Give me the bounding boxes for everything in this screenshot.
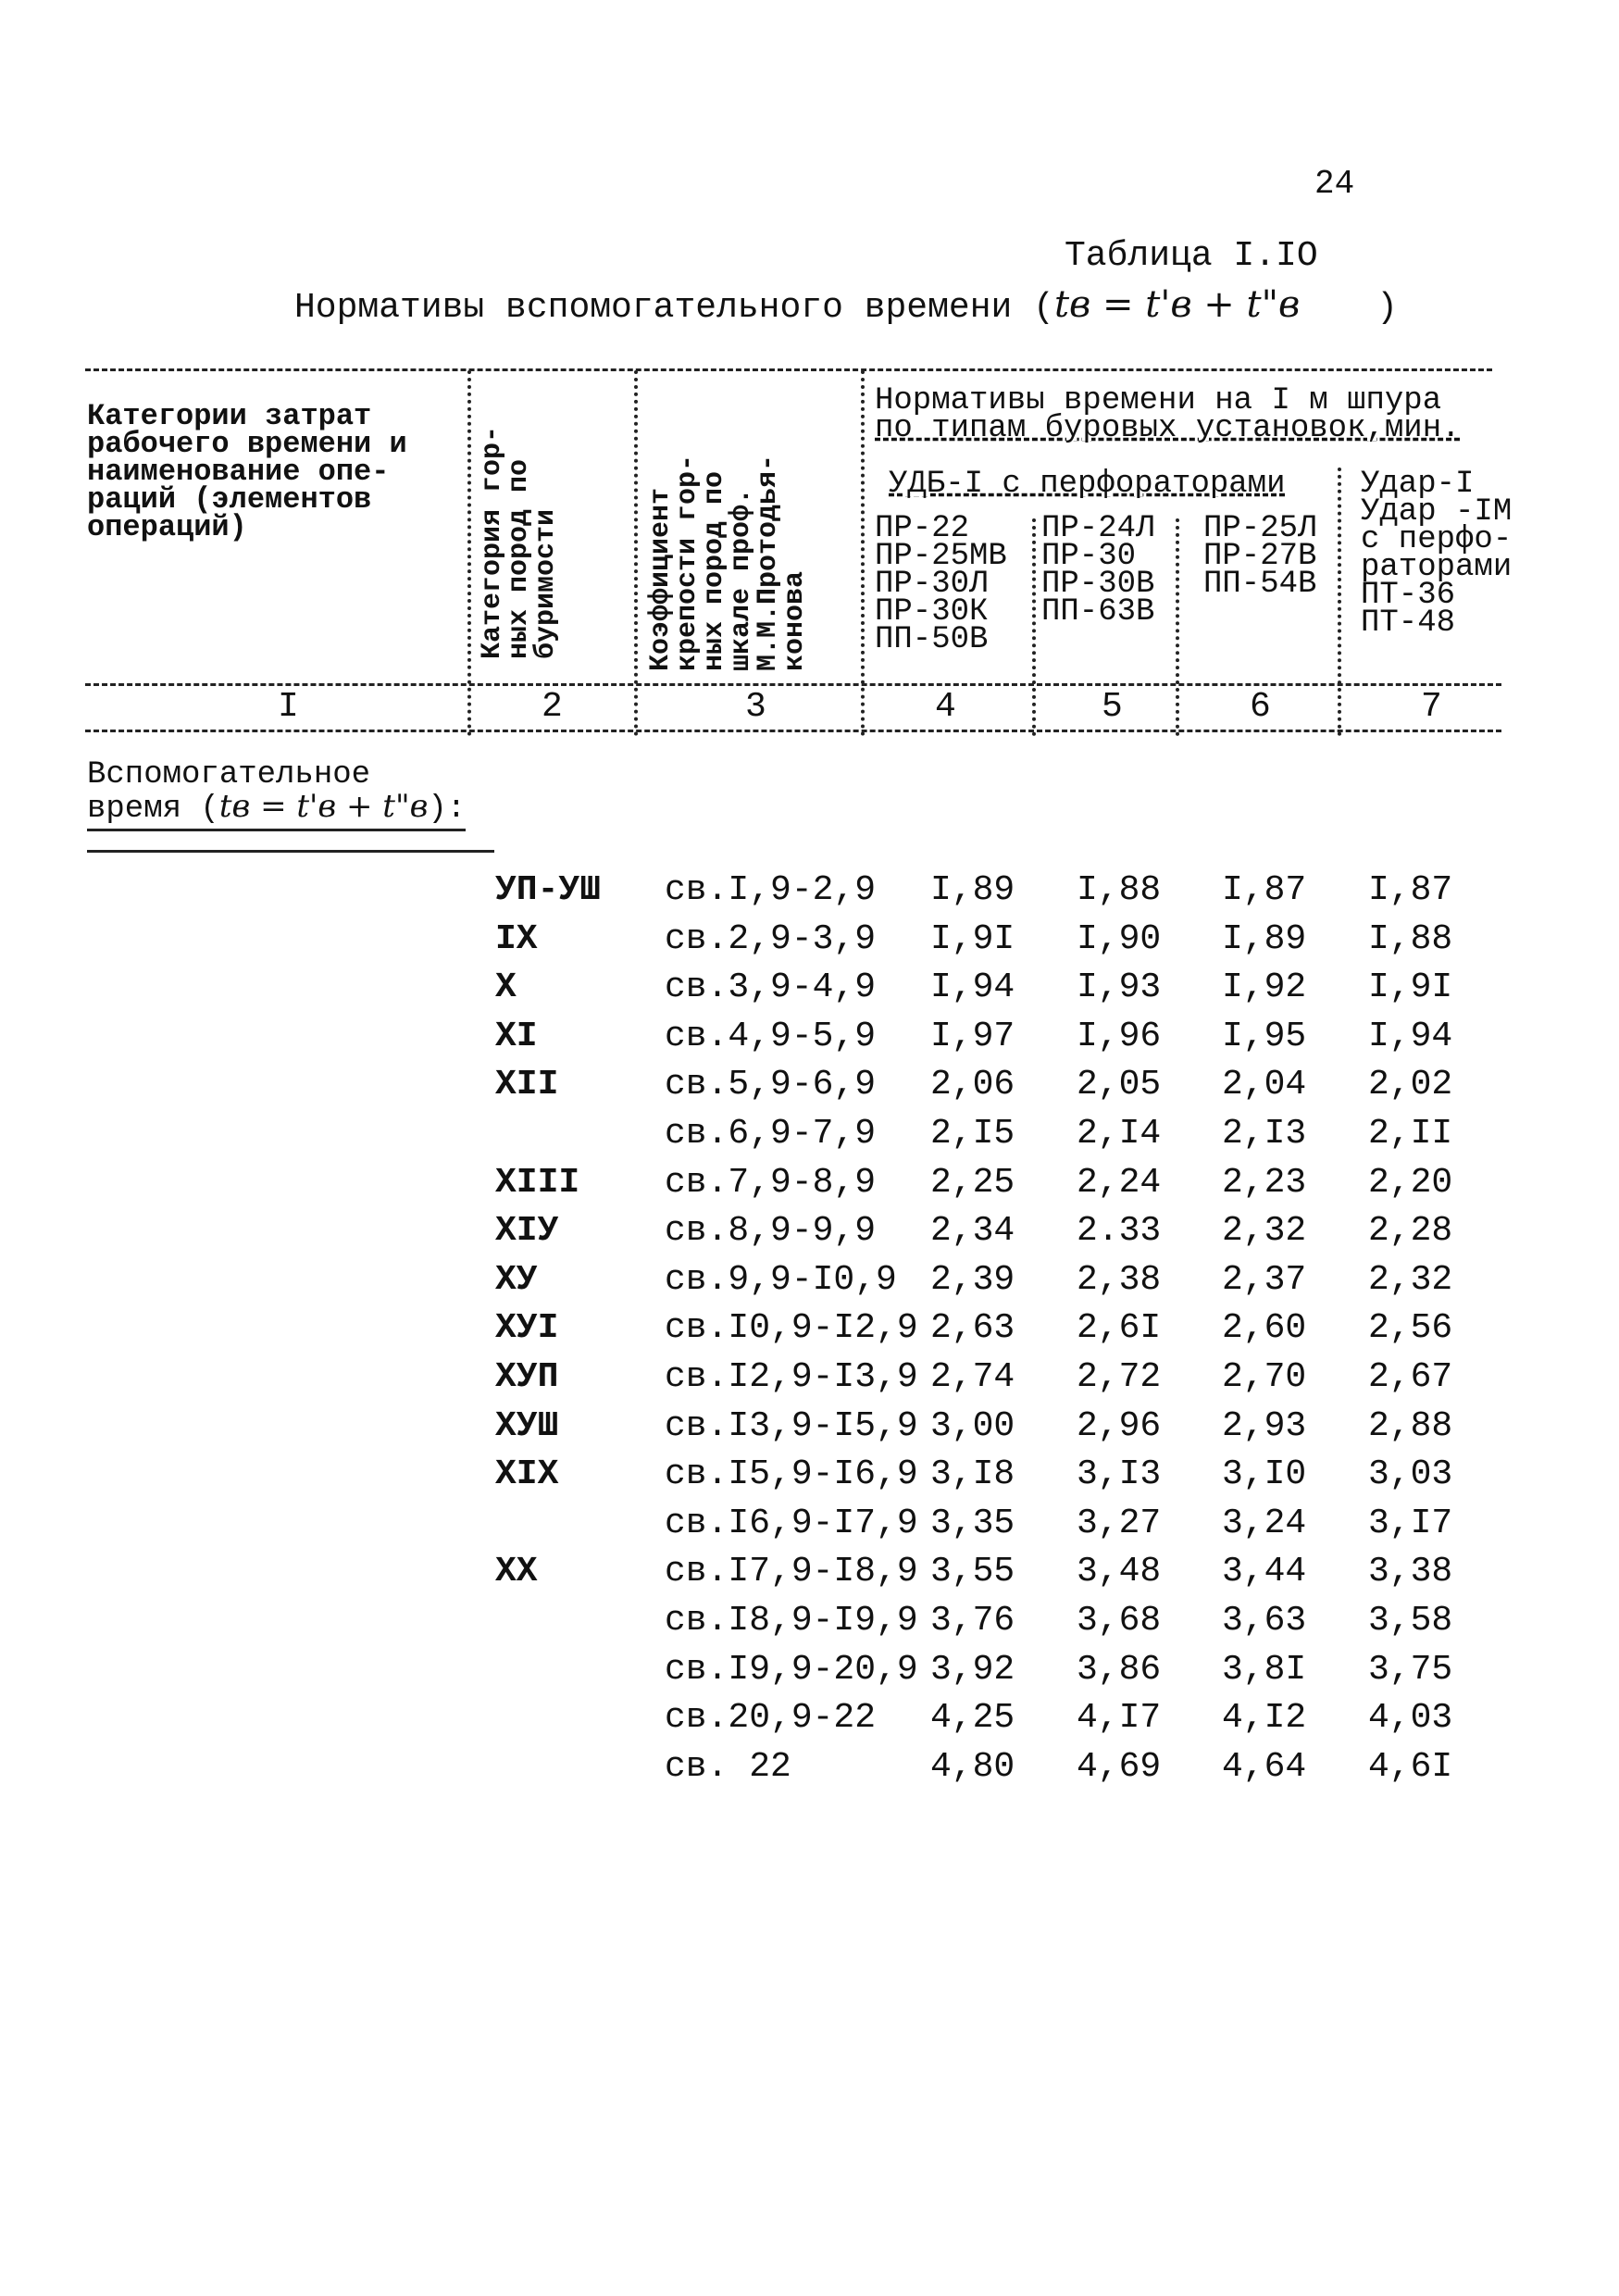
- table-cell-c7: 3,75: [1368, 1649, 1453, 1690]
- table-cell-c7: 3,58: [1368, 1601, 1453, 1641]
- table-title-text: Нормативы вспомогательного времени (: [294, 288, 1054, 328]
- col3-line: шкале проф.: [726, 487, 757, 671]
- col4-line: ПР-25МВ: [875, 539, 1007, 574]
- table-cell-coef: св.I5,9-I6,9: [665, 1454, 918, 1495]
- table-cell-c5: 3,I3: [1077, 1454, 1162, 1495]
- table-cell-c6: I,92: [1222, 967, 1307, 1008]
- col7-line: раторами: [1361, 550, 1513, 585]
- table-cell-cat: X: [495, 967, 517, 1008]
- table-cell-c5: 4,69: [1077, 1746, 1162, 1787]
- table-cell-cat: XI: [495, 1016, 538, 1056]
- col-number-2: 2: [542, 687, 563, 727]
- col1-line: рабочего времени и: [87, 427, 407, 461]
- col4-line: ПР-30К: [875, 594, 989, 630]
- col6-line: ПР-25Л: [1203, 511, 1317, 546]
- table-cell-c4: 2,34: [930, 1211, 1015, 1252]
- table-cell-coef: св.8,9-9,9: [665, 1211, 877, 1252]
- table-cell-cat: XIX: [495, 1454, 559, 1495]
- table-cell-c6: 3,24: [1222, 1503, 1307, 1543]
- table-cell-coef: св.I9,9-20,9: [665, 1649, 918, 1690]
- table-cell-c4: I,89: [930, 870, 1015, 910]
- table-title: [294, 283, 1398, 328]
- table-cell-c6: 2,93: [1222, 1405, 1307, 1446]
- table-cell-c4: 3,I8: [930, 1454, 1015, 1495]
- table-cell-c5: 3,27: [1077, 1503, 1162, 1543]
- table-cell-c6: I,89: [1222, 918, 1307, 959]
- table-cell-cat: XIII: [495, 1162, 580, 1203]
- table-cell-coef: св.3,9-4,9: [665, 967, 877, 1008]
- table-cell-c4: 2,39: [930, 1259, 1015, 1300]
- table-cell-c6: 2,I3: [1222, 1114, 1307, 1154]
- table-cell-c7: 2,56: [1368, 1308, 1453, 1349]
- table-cell-coef: св.20,9-22: [665, 1698, 877, 1739]
- table-cell-coef: св.9,9-I0,9: [665, 1259, 897, 1300]
- col-number-7: 7: [1421, 687, 1442, 727]
- table-cell-c6: I,95: [1222, 1016, 1307, 1056]
- col-number-4: 4: [935, 687, 956, 727]
- table-label: Таблица I.IO: [1065, 236, 1318, 276]
- table-cell-c7: I,9I: [1368, 967, 1453, 1008]
- table-cell-coef: св.I3,9-I5,9: [665, 1405, 918, 1446]
- table-cell-c5: I,93: [1077, 967, 1162, 1008]
- col3-line: конова: [779, 570, 811, 671]
- table-cell-cat: IX: [495, 918, 538, 959]
- table-cell-coef: св.I,9-2,9: [665, 870, 877, 910]
- col2-line: Категория гор-: [477, 425, 508, 659]
- section-label-line2: [87, 788, 467, 831]
- col2-line: ных пород по: [504, 458, 535, 659]
- udb-group-header: УДБ-I с перфораторами: [889, 467, 1286, 502]
- table-cell-c7: 4,6I: [1368, 1746, 1453, 1787]
- table-cell-c4: 3,00: [930, 1405, 1015, 1446]
- table-cell-cat: XII: [495, 1065, 559, 1105]
- table-cell-coef: св.I0,9-I2,9: [665, 1308, 918, 1349]
- table-cell-c7: 2,02: [1368, 1065, 1453, 1105]
- col1-line: раций (элементов: [87, 482, 372, 517]
- table-cell-coef: св.5,9-6,9: [665, 1065, 877, 1105]
- table-cell-c5: 3,68: [1077, 1601, 1162, 1641]
- col6-line: ПП-54В: [1203, 567, 1317, 602]
- col6-header: [1203, 511, 1317, 602]
- col6-line: ПР-27В: [1203, 539, 1317, 574]
- table-cell-coef: св.I8,9-I9,9: [665, 1601, 918, 1641]
- header-top-rule: [85, 368, 1492, 371]
- table-cell-c5: I,96: [1077, 1016, 1162, 1056]
- table-cell-c4: 4,80: [930, 1746, 1015, 1787]
- table-cell-coef: св. 22: [665, 1746, 791, 1787]
- col7-line: ПТ-36: [1361, 578, 1456, 613]
- col7-line: Удар -IM: [1361, 494, 1513, 530]
- table-cell-c5: 2,24: [1077, 1162, 1162, 1203]
- table-cell-c4: 3,92: [930, 1649, 1015, 1690]
- col-number-3: 3: [745, 687, 766, 727]
- col5-line: ПР-30: [1041, 539, 1137, 574]
- table-cell-c7: 2,28: [1368, 1211, 1453, 1252]
- table-cell-c5: I,90: [1077, 918, 1162, 959]
- table-cell-c5: 2,6I: [1077, 1308, 1162, 1349]
- table-cell-c5: 2,96: [1077, 1405, 1162, 1446]
- col1-header: [87, 399, 407, 544]
- section-label: [87, 759, 466, 831]
- section-label-line: Вспомогательное: [87, 757, 371, 792]
- table-cell-cat: XIУ: [495, 1211, 559, 1252]
- table-cell-c4: 2,I5: [930, 1114, 1015, 1154]
- col4-header: [875, 511, 1007, 657]
- col7-line: ПТ-48: [1361, 605, 1456, 641]
- table-cell-c6: 2,37: [1222, 1259, 1307, 1300]
- col4-line: ПР-30Л: [875, 567, 989, 602]
- table-cell-c4: 3,35: [930, 1503, 1015, 1543]
- table-cell-c5: 2,72: [1077, 1357, 1162, 1397]
- section-formula: tв = t'в + t"в: [218, 788, 429, 825]
- table-cell-coef: св.I7,9-I8,9: [665, 1552, 918, 1592]
- table-cell-c7: 2,32: [1368, 1259, 1453, 1300]
- table-cell-c7: I,88: [1368, 918, 1453, 959]
- col-sep-2: [634, 370, 638, 736]
- table-cell-c4: 3,76: [930, 1601, 1015, 1641]
- table-cell-c5: 2,I4: [1077, 1114, 1162, 1154]
- col1-line: наименование опе-: [87, 455, 390, 489]
- table-cell-c6: 3,44: [1222, 1552, 1307, 1592]
- table-cell-c6: 2,04: [1222, 1065, 1307, 1105]
- table-cell-coef: св.7,9-8,9: [665, 1162, 877, 1203]
- table-cell-c4: I,97: [930, 1016, 1015, 1056]
- col4-line: ПР-22: [875, 511, 970, 546]
- table-cell-c6: 3,8I: [1222, 1649, 1307, 1690]
- table-cell-cat: ХУП: [495, 1357, 559, 1397]
- table-cell-coef: св.6,9-7,9: [665, 1114, 877, 1154]
- table-cell-c6: I,87: [1222, 870, 1307, 910]
- table-cell-coef: св.2,9-3,9: [665, 918, 877, 959]
- col-number-6: 6: [1250, 687, 1271, 727]
- norms-title-line: Нормативы времени на I м шпура: [875, 383, 1442, 418]
- table-cell-c5: 4,I7: [1077, 1698, 1162, 1739]
- table-cell-c7: 3,38: [1368, 1552, 1453, 1592]
- col1-line: Категории затрат: [87, 399, 372, 433]
- table-cell-c4: 3,55: [930, 1552, 1015, 1592]
- table-cell-c5: 3,48: [1077, 1552, 1162, 1592]
- section-label-text: время (: [87, 792, 219, 827]
- title-formula-t: t: [1053, 283, 1070, 326]
- table-cell-c7: 2,20: [1368, 1162, 1453, 1203]
- col4-line: ПП-50В: [875, 622, 989, 657]
- table-cell-cat: УП-УШ: [495, 870, 602, 910]
- norms-title-line: по типам буровых установок,мин.: [875, 411, 1461, 446]
- table-cell-cat: XX: [495, 1552, 538, 1592]
- table-cell-c5: 3,86: [1077, 1649, 1162, 1690]
- col3-header: [645, 454, 811, 671]
- table-cell-c7: I,94: [1368, 1016, 1453, 1056]
- colnum-bottom-rule: [85, 730, 1501, 732]
- section-close: ):: [428, 792, 467, 827]
- table-cell-c7: 2,88: [1368, 1405, 1453, 1446]
- table-cell-c5: 2,38: [1077, 1259, 1162, 1300]
- table-cell-c6: 3,63: [1222, 1601, 1307, 1641]
- table-cell-c7: 2,67: [1368, 1357, 1453, 1397]
- table-cell-c7: 2,II: [1368, 1114, 1453, 1154]
- table-cell-c6: 2,32: [1222, 1211, 1307, 1252]
- table-cell-c5: 2.33: [1077, 1211, 1162, 1252]
- title-close-paren: ): [1376, 288, 1398, 328]
- table-cell-coef: св.I2,9-I3,9: [665, 1357, 918, 1397]
- col5-line: ПП-63В: [1041, 594, 1155, 630]
- table-cell-cat: ХУ: [495, 1259, 538, 1300]
- col-sep-1: [467, 370, 471, 736]
- table-cell-c4: 2,74: [930, 1357, 1015, 1397]
- col5-line: ПР-24Л: [1041, 511, 1155, 546]
- table-cell-c4: 4,25: [930, 1698, 1015, 1739]
- col2-header: [479, 426, 560, 659]
- col3-line: крепости гор-: [672, 454, 704, 671]
- norms-title: [875, 383, 1461, 446]
- table-cell-c7: 3,03: [1368, 1454, 1453, 1495]
- col1-line: операций): [87, 510, 247, 544]
- table-cell-c6: 2,23: [1222, 1162, 1307, 1203]
- table-cell-cat: ХУШ: [495, 1405, 559, 1446]
- col-sep-4: [1032, 518, 1036, 736]
- table-cell-c5: I,88: [1077, 870, 1162, 910]
- col3-line: М.М.Протодья-: [753, 454, 784, 671]
- col3-line: Коэффициент: [645, 487, 677, 671]
- table-cell-c4: I,94: [930, 967, 1015, 1008]
- col3-line: ных пород по: [699, 470, 730, 671]
- page-number: 24: [1314, 165, 1355, 203]
- table-cell-c6: 2,70: [1222, 1357, 1307, 1397]
- title-formula-tail: в = t'в + t"в: [1069, 283, 1301, 326]
- table-cell-c6: 2,60: [1222, 1308, 1307, 1349]
- col5-line: ПР-30В: [1041, 567, 1155, 602]
- table-cell-c4: 2,25: [930, 1162, 1015, 1203]
- table-cell-c4: I,9I: [930, 918, 1015, 959]
- col7-line: с перфо-: [1361, 522, 1513, 557]
- table-cell-c6: 4,I2: [1222, 1698, 1307, 1739]
- table-cell-c6: 4,64: [1222, 1746, 1307, 1787]
- table-cell-c5: 2,05: [1077, 1065, 1162, 1105]
- section-underline: [87, 850, 494, 853]
- col2-line: буримости: [530, 508, 562, 659]
- col-number-1: I: [278, 687, 299, 727]
- col-sep-3: [861, 370, 865, 736]
- table-cell-c7: I,87: [1368, 870, 1453, 910]
- table-cell-c6: 3,I0: [1222, 1454, 1307, 1495]
- col7-header: [1361, 467, 1513, 641]
- table-cell-coef: св.4,9-5,9: [665, 1016, 877, 1056]
- col5-header: [1041, 511, 1155, 630]
- col-sep-6: [1338, 468, 1341, 736]
- col7-line: Удар-I: [1361, 467, 1475, 502]
- table-cell-c7: 4,03: [1368, 1698, 1453, 1739]
- col-sep-5: [1176, 518, 1179, 736]
- table-cell-c4: 2,63: [930, 1308, 1015, 1349]
- table-cell-c7: 3,I7: [1368, 1503, 1453, 1543]
- table-cell-cat: ХУI: [495, 1308, 559, 1349]
- col-number-5: 5: [1102, 687, 1123, 727]
- table-cell-coef: св.I6,9-I7,9: [665, 1503, 918, 1543]
- header-bottom-rule: [85, 683, 1501, 686]
- table-cell-c4: 2,06: [930, 1065, 1015, 1105]
